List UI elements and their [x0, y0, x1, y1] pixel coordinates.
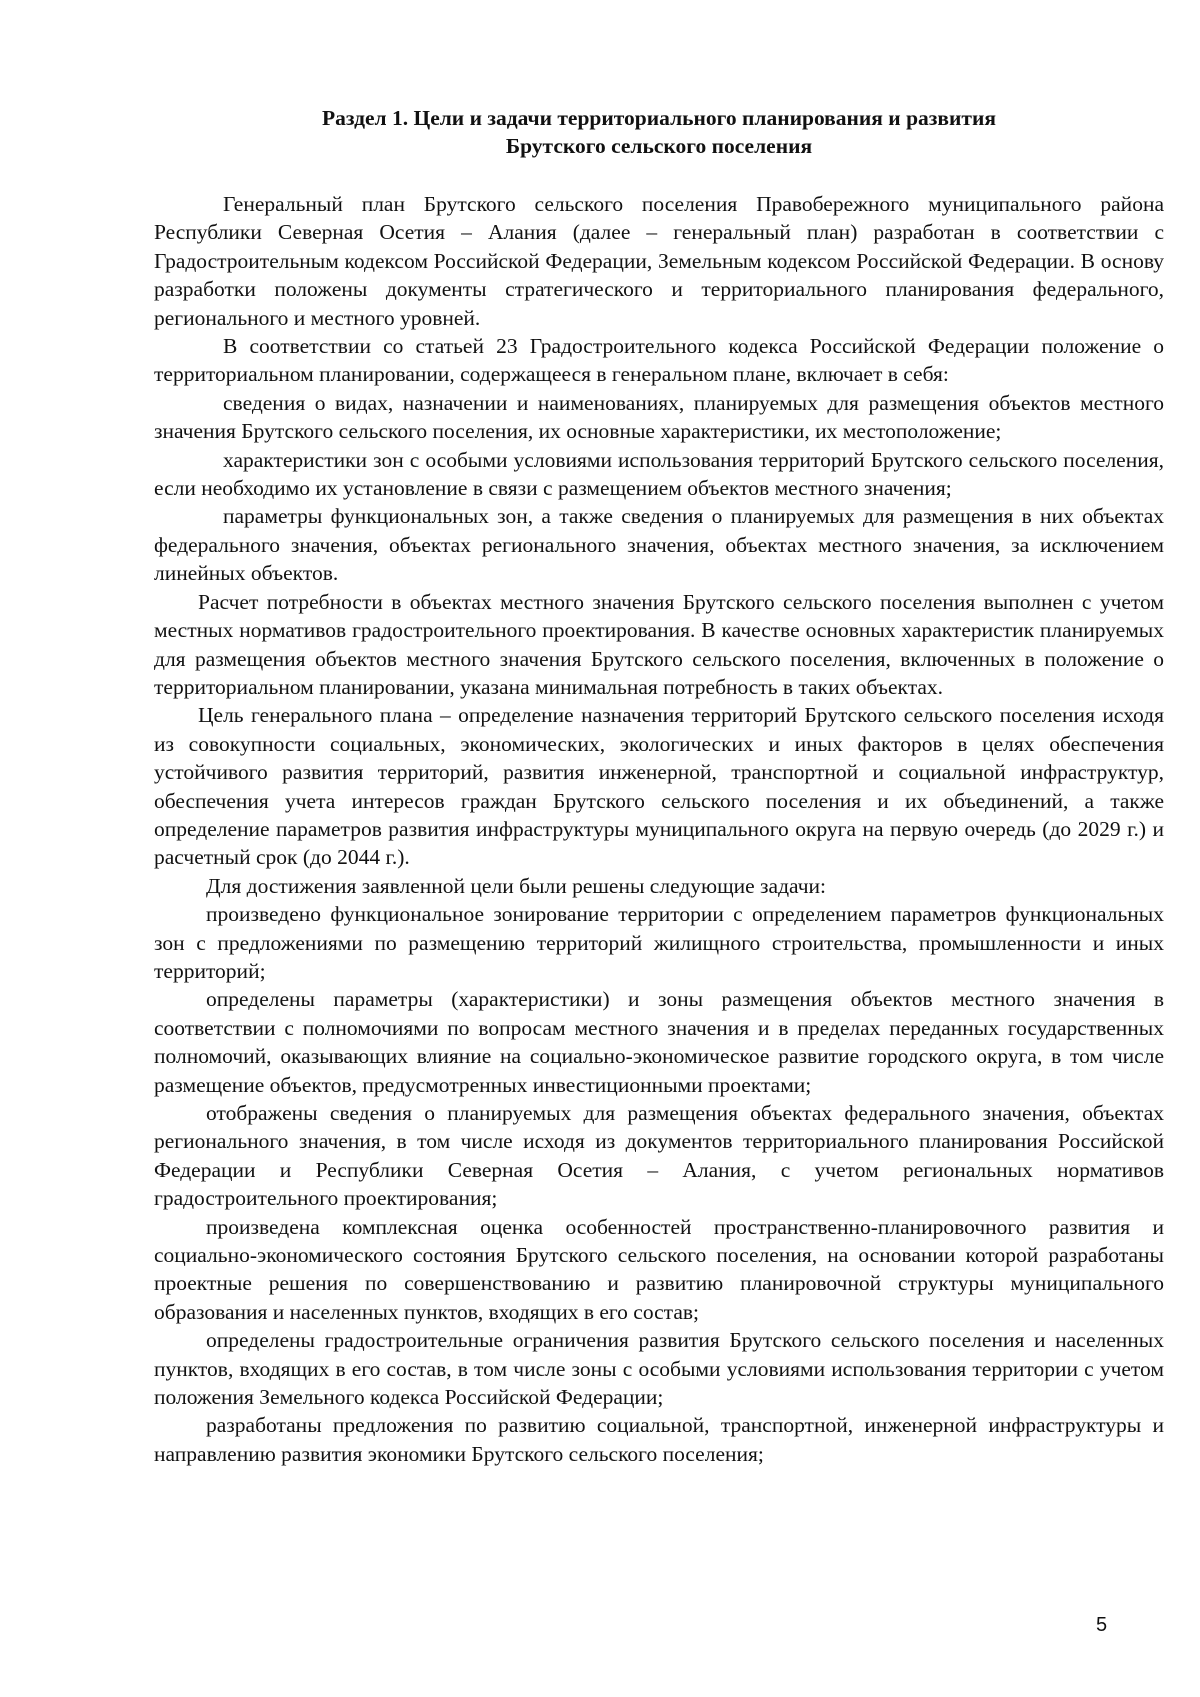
task-item-assessment: произведена комплексная оценка особенностей пространственно-планировочного развития и социально-экономического состояния Брутского сельского поселения, на основании которой разработаны проектные решения по совершенствованию и развитию планировочной структуры муниципального образования и населенных пунктов, входящих в его состав;: [154, 1214, 1164, 1324]
paragraph-needs-calculation: Расчет потребности в объектах местного значения Брутского сельского поселения выполнен с учетом местных нормативов градостроительного проектирования. В качестве основных характеристик планируемых для размещения объектов местного значения Брутского сельского поселения, включенных в положение о территориальном планировании, указана минимальная потребность в таких объектах.: [154, 589, 1164, 699]
task-item-zoning: произведено функциональное зонирование территории с определением параметров функциональных зон с предложениями по размещению территорий жилищного строительства, промышленности и иных территорий;: [154, 902, 1164, 983]
paragraph-plan-goal: Цель генерального плана – определение назначения территорий Брутского сельского поселения исходя из совокупности социальных, экономических, экологических и иных факторов в целях обеспечения устойчивого развития территорий, развития инженерной, транспортной и социальной инфраструктур, обеспечения учета интересов граждан Брутского сельского поселения и их объединений, а также определение параметров развития инфраструктуры муниципального округа на первую очередь (до 2029 г.) и расчетный срок (до 2044 г.).: [154, 703, 1164, 870]
section-heading-line-2: Брутского сельского поселения: [505, 134, 813, 158]
list-item-zones-characteristics: характеристики зон с особыми условиями использования территорий Брутского сельского поселения, если необходимо их установление в связи с размещением объектов местного значения;: [154, 447, 1164, 501]
paragraph-general-plan: Генеральный план Брутского сельского поселения Правобережного муниципального района Республики Северная Осетия – Алания (далее – генеральный план) разработан в соответствии с Градостроительным кодексом Российской Федерации, Земельным кодексом Российской Федерации. В основу разработки положены документы стратегического и территориального планирования федерального, регионального и местного уровней.: [154, 192, 1164, 330]
paragraph-tasks-intro: Для достижения заявленной цели были решены следующие задачи:: [206, 873, 827, 898]
paragraph-article-23: В соответствии со статьей 23 Градостроительного кодекса Российской Федерации положение о территориальном планировании, содержащееся в генеральном плане, включает в себя:: [154, 334, 1164, 387]
section-heading-line-1: Раздел 1. Цели и задачи территориального планирования и развития: [321, 106, 996, 130]
list-item-functional-zones: параметры функциональных зон, а также сведения о планируемых для размещения в них объектах федерального значения, объектах регионального значения, объектах местного значения, за исключением линейных объектов.: [154, 504, 1164, 586]
section-heading: [154, 104, 1164, 160]
task-item-restrictions: определены градостроительные ограничения развития Брутского сельского поселения и населенных пунктов, входящих в его состав, в том числе зоны с особыми условиями использования территории с учетом положения Земельного кодекса Российской Федерации;: [154, 1328, 1164, 1410]
document-body: [154, 190, 1164, 1468]
task-item-proposals: разработаны предложения по развитию социальной, транспортной, инженерной инфраструктуры и направлению развития экономики Брутского сельского поселения;: [154, 1413, 1164, 1466]
list-item-objects-info: сведения о видах, назначении и наименованиях, планируемых для размещения объектов местного значения Брутского сельского поселения, их основные характеристики, их местоположение;: [154, 390, 1164, 444]
task-item-parameters: определены параметры (характеристики) и зоны размещения объектов местного значения в соответствии с полномочиями по вопросам местного значения и в пределах переданных государственных полномочий, оказывающих влияние на социально-экономическое развитие городского округа, в том числе размещение объектов, предусмотренных инвестиционными проектами;: [154, 987, 1164, 1097]
page-number: 5: [1096, 1614, 1108, 1636]
task-item-federal-objects: отображены сведения о планируемых для размещения объектах федерального значения, объектах регионального значения, в том числе исходя из документов территориального планирования Российской Федерации и Республики Северная Осетия – Алания, с учетом региональных нормативов градостроительного проектирования;: [154, 1101, 1164, 1211]
